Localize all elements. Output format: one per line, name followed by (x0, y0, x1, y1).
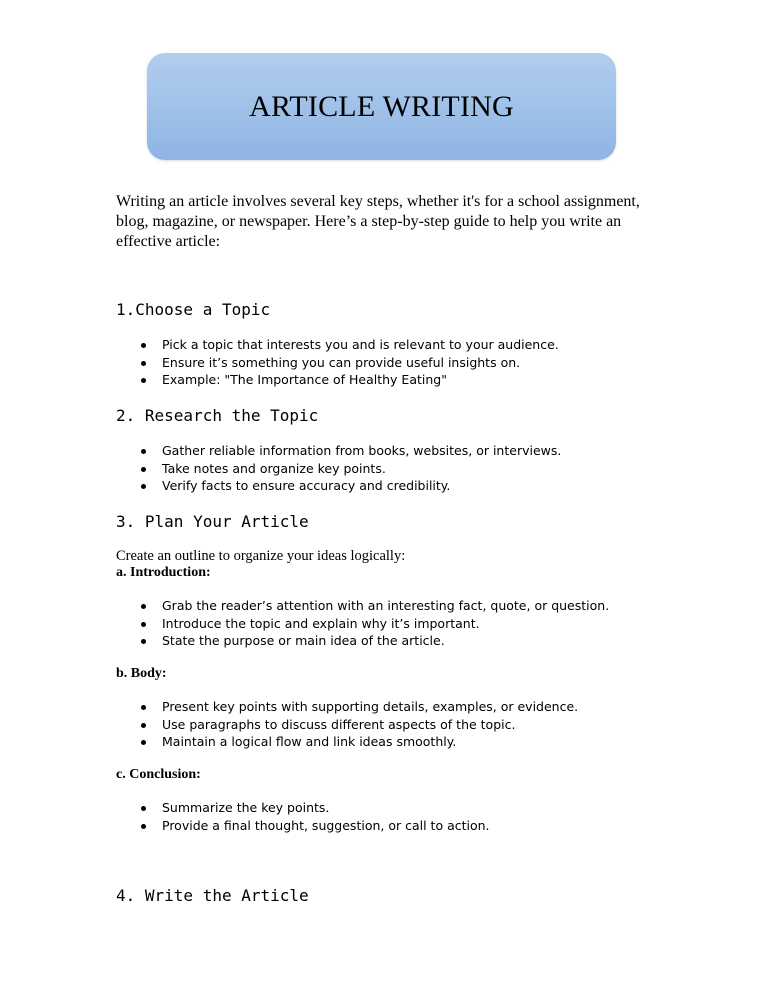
document-title: ARTICLE WRITING (249, 89, 514, 123)
plan-lead-text: Create an outline to organize your ideas logically: (116, 548, 406, 564)
subheading-introduction: a. Introduction: (116, 565, 211, 580)
section-heading-write: 4. Write the Article (116, 886, 309, 905)
list-item: Use paragraphs to discuss different aspects of the topic. (116, 716, 578, 734)
title-banner (147, 53, 616, 160)
choose-topic-list (116, 336, 559, 389)
list-item: State the purpose or main idea of the article. (116, 632, 609, 650)
list-item: Maintain a logical flow and link ideas smoothly. (116, 733, 578, 751)
body-list (116, 698, 578, 751)
intro-paragraph: Writing an article involves several key steps, whether it's for a school assignment, blog, magazine, or newspaper. Here’s a step-by-step guide to help you write an effective article: (116, 193, 640, 250)
section-heading-choose-topic: 1.Choose a Topic (116, 300, 271, 319)
list-item: Grab the reader’s attention with an interesting fact, quote, or question. (116, 597, 609, 615)
list-item: Take notes and organize key points. (116, 460, 561, 478)
conclusion-list (116, 799, 490, 834)
introduction-list (116, 597, 609, 650)
list-item: Present key points with supporting details, examples, or evidence. (116, 698, 578, 716)
list-item: Ensure it’s something you can provide useful insights on. (116, 354, 559, 372)
research-list (116, 442, 561, 495)
section-heading-research: 2. Research the Topic (116, 406, 319, 425)
list-item: Gather reliable information from books, websites, or interviews. (116, 442, 561, 460)
list-item: Summarize the key points. (116, 799, 490, 817)
list-item: Verify facts to ensure accuracy and credibility. (116, 477, 561, 495)
list-item: Pick a topic that interests you and is relevant to your audience. (116, 336, 559, 354)
subheading-conclusion: c. Conclusion: (116, 767, 201, 782)
list-item: Provide a final thought, suggestion, or call to action. (116, 817, 490, 835)
list-item: Introduce the topic and explain why it’s important. (116, 615, 609, 633)
subheading-body: b. Body: (116, 666, 167, 681)
list-item: Example: "The Importance of Healthy Eating" (116, 371, 559, 389)
section-heading-plan: 3. Plan Your Article (116, 512, 309, 531)
